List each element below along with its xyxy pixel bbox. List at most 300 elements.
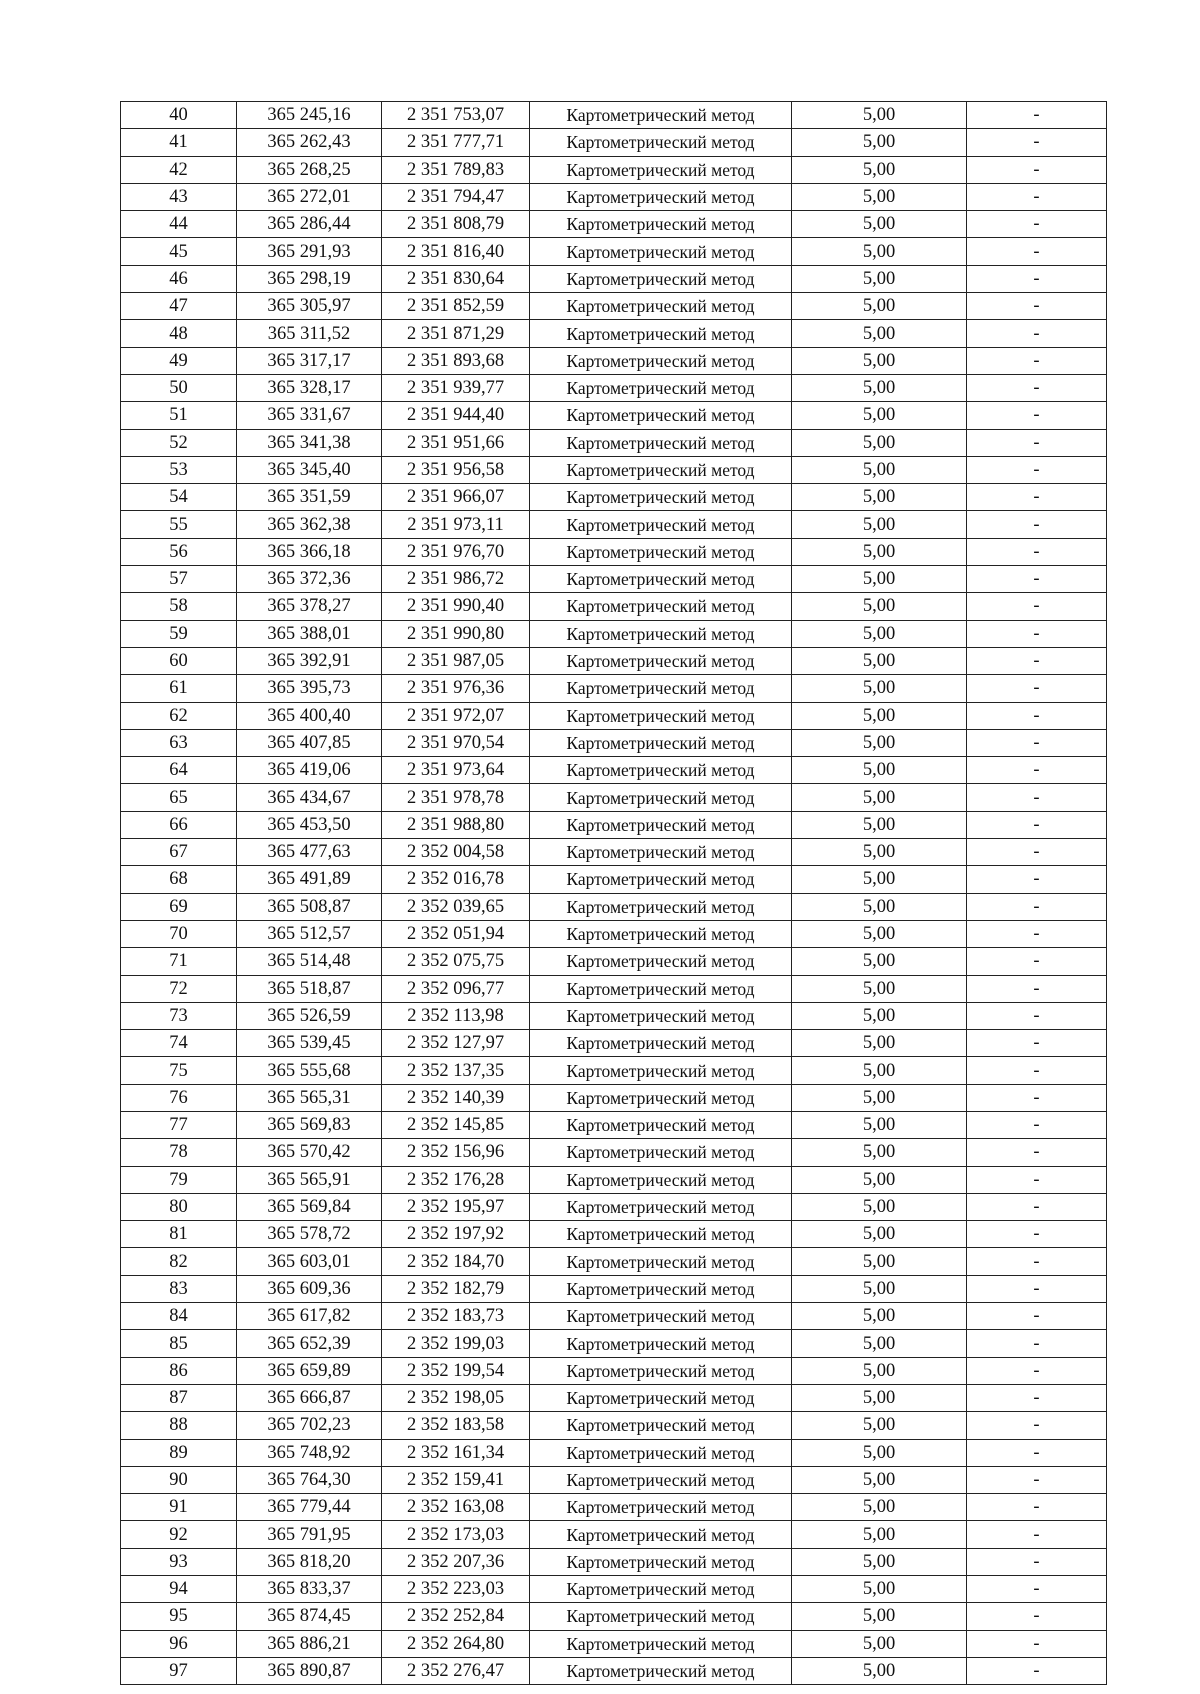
point-number-cell: 85 [121,1330,237,1357]
method-cell: Картометрический метод [530,1521,792,1548]
method-cell: Картометрический метод [530,538,792,565]
description-cell: - [967,456,1107,483]
accuracy-cell: 5,00 [792,1303,967,1330]
point-number-cell: 42 [121,156,237,183]
table-row [121,675,1107,702]
accuracy-cell: 5,00 [792,293,967,320]
point-number-cell: 64 [121,757,237,784]
y-coordinate-cell: 2 351 986,72 [382,566,530,593]
description-cell: - [967,839,1107,866]
table-row [121,456,1107,483]
point-number-cell: 75 [121,1057,237,1084]
description-cell: - [967,566,1107,593]
point-number-cell: 68 [121,866,237,893]
description-cell: - [967,757,1107,784]
table-row [121,1384,1107,1411]
x-coordinate-cell: 365 453,50 [237,811,382,838]
method-cell: Картометрический метод [530,156,792,183]
x-coordinate-cell: 365 388,01 [237,620,382,647]
point-number-cell: 92 [121,1521,237,1548]
table-row [121,1412,1107,1439]
accuracy-cell: 5,00 [792,893,967,920]
table-row [121,1002,1107,1029]
point-number-cell: 87 [121,1384,237,1411]
table-row [121,1193,1107,1220]
y-coordinate-cell: 2 352 183,73 [382,1303,530,1330]
method-cell: Картометрический метод [530,374,792,401]
accuracy-cell: 5,00 [792,374,967,401]
accuracy-cell: 5,00 [792,129,967,156]
y-coordinate-cell: 2 351 939,77 [382,374,530,401]
point-number-cell: 81 [121,1221,237,1248]
method-cell: Картометрический метод [530,1057,792,1084]
accuracy-cell: 5,00 [792,593,967,620]
method-cell: Картометрический метод [530,593,792,620]
y-coordinate-cell: 2 352 051,94 [382,920,530,947]
method-cell: Картометрический метод [530,839,792,866]
point-number-cell: 69 [121,893,237,920]
description-cell: - [967,975,1107,1002]
accuracy-cell: 5,00 [792,620,967,647]
accuracy-cell: 5,00 [792,320,967,347]
point-number-cell: 91 [121,1494,237,1521]
table-row [121,1576,1107,1603]
x-coordinate-cell: 365 652,39 [237,1330,382,1357]
x-coordinate-cell: 365 477,63 [237,839,382,866]
table-row [121,893,1107,920]
table-row [121,839,1107,866]
table-row [121,1657,1107,1684]
table-row [121,402,1107,429]
description-cell: - [967,102,1107,129]
method-cell: Картометрический метод [530,1576,792,1603]
method-cell: Картометрический метод [530,456,792,483]
description-cell: - [967,1084,1107,1111]
description-cell: - [967,1275,1107,1302]
method-cell: Картометрический метод [530,402,792,429]
table-row [121,265,1107,292]
x-coordinate-cell: 365 666,87 [237,1384,382,1411]
point-number-cell: 57 [121,566,237,593]
method-cell: Картометрический метод [530,975,792,1002]
y-coordinate-cell: 2 351 988,80 [382,811,530,838]
x-coordinate-cell: 365 407,85 [237,729,382,756]
x-coordinate-cell: 365 362,38 [237,511,382,538]
table-row [121,757,1107,784]
x-coordinate-cell: 365 286,44 [237,211,382,238]
accuracy-cell: 5,00 [792,566,967,593]
accuracy-cell: 5,00 [792,1030,967,1057]
method-cell: Картометрический метод [530,102,792,129]
y-coordinate-cell: 2 351 808,79 [382,211,530,238]
method-cell: Картометрический метод [530,1384,792,1411]
y-coordinate-cell: 2 351 978,78 [382,784,530,811]
method-cell: Картометрический метод [530,1248,792,1275]
x-coordinate-cell: 365 818,20 [237,1548,382,1575]
accuracy-cell: 5,00 [792,429,967,456]
table-row [121,1248,1107,1275]
x-coordinate-cell: 365 366,18 [237,538,382,565]
table-row [121,1275,1107,1302]
point-number-cell: 44 [121,211,237,238]
description-cell: - [967,511,1107,538]
method-cell: Картометрический метод [530,784,792,811]
table-row [121,511,1107,538]
description-cell: - [967,429,1107,456]
description-cell: - [967,811,1107,838]
description-cell: - [967,1030,1107,1057]
point-number-cell: 55 [121,511,237,538]
y-coordinate-cell: 2 352 075,75 [382,948,530,975]
point-number-cell: 40 [121,102,237,129]
x-coordinate-cell: 365 512,57 [237,920,382,947]
method-cell: Картометрический метод [530,293,792,320]
table-row [121,1221,1107,1248]
method-cell: Картометрический метод [530,1221,792,1248]
y-coordinate-cell: 2 351 816,40 [382,238,530,265]
description-cell: - [967,1439,1107,1466]
description-cell: - [967,729,1107,756]
point-number-cell: 53 [121,456,237,483]
point-number-cell: 93 [121,1548,237,1575]
x-coordinate-cell: 365 886,21 [237,1630,382,1657]
description-cell: - [967,1139,1107,1166]
table-row [121,729,1107,756]
x-coordinate-cell: 365 291,93 [237,238,382,265]
point-number-cell: 46 [121,265,237,292]
y-coordinate-cell: 2 352 223,03 [382,1576,530,1603]
x-coordinate-cell: 365 539,45 [237,1030,382,1057]
table-row [121,429,1107,456]
accuracy-cell: 5,00 [792,156,967,183]
x-coordinate-cell: 365 378,27 [237,593,382,620]
y-coordinate-cell: 2 352 127,97 [382,1030,530,1057]
method-cell: Картометрический метод [530,893,792,920]
description-cell: - [967,1494,1107,1521]
y-coordinate-cell: 2 351 794,47 [382,183,530,210]
coordinates-table-container [120,101,1107,1685]
method-cell: Картометрический метод [530,265,792,292]
x-coordinate-cell: 365 372,36 [237,566,382,593]
accuracy-cell: 5,00 [792,948,967,975]
table-row [121,1330,1107,1357]
accuracy-cell: 5,00 [792,1248,967,1275]
x-coordinate-cell: 365 508,87 [237,893,382,920]
x-coordinate-cell: 365 659,89 [237,1357,382,1384]
point-number-cell: 89 [121,1439,237,1466]
y-coordinate-cell: 2 351 973,64 [382,757,530,784]
method-cell: Картометрический метод [530,484,792,511]
table-row [121,156,1107,183]
table-row [121,484,1107,511]
point-number-cell: 65 [121,784,237,811]
x-coordinate-cell: 365 311,52 [237,320,382,347]
point-number-cell: 66 [121,811,237,838]
point-number-cell: 45 [121,238,237,265]
x-coordinate-cell: 365 328,17 [237,374,382,401]
y-coordinate-cell: 2 352 197,92 [382,1221,530,1248]
point-number-cell: 72 [121,975,237,1002]
x-coordinate-cell: 365 245,16 [237,102,382,129]
y-coordinate-cell: 2 352 039,65 [382,893,530,920]
table-row [121,866,1107,893]
accuracy-cell: 5,00 [792,811,967,838]
point-number-cell: 95 [121,1603,237,1630]
description-cell: - [967,702,1107,729]
method-cell: Картометрический метод [530,1657,792,1684]
x-coordinate-cell: 365 395,73 [237,675,382,702]
description-cell: - [967,1221,1107,1248]
description-cell: - [967,265,1107,292]
y-coordinate-cell: 2 352 184,70 [382,1248,530,1275]
table-row [121,347,1107,374]
table-row [121,293,1107,320]
point-number-cell: 79 [121,1166,237,1193]
accuracy-cell: 5,00 [792,1111,967,1138]
x-coordinate-cell: 365 526,59 [237,1002,382,1029]
description-cell: - [967,920,1107,947]
description-cell: - [967,866,1107,893]
table-row [121,1166,1107,1193]
accuracy-cell: 5,00 [792,1084,967,1111]
method-cell: Картометрический метод [530,620,792,647]
point-number-cell: 47 [121,293,237,320]
y-coordinate-cell: 2 352 207,36 [382,1548,530,1575]
point-number-cell: 43 [121,183,237,210]
point-number-cell: 48 [121,320,237,347]
coordinates-table [120,101,1107,1685]
y-coordinate-cell: 2 351 871,29 [382,320,530,347]
table-row [121,1521,1107,1548]
accuracy-cell: 5,00 [792,1439,967,1466]
point-number-cell: 58 [121,593,237,620]
method-cell: Картометрический метод [530,1330,792,1357]
x-coordinate-cell: 365 305,97 [237,293,382,320]
table-row [121,374,1107,401]
accuracy-cell: 5,00 [792,757,967,784]
point-number-cell: 80 [121,1193,237,1220]
y-coordinate-cell: 2 352 173,03 [382,1521,530,1548]
method-cell: Картометрический метод [530,511,792,538]
point-number-cell: 54 [121,484,237,511]
table-row [121,1303,1107,1330]
accuracy-cell: 5,00 [792,1657,967,1684]
description-cell: - [967,1057,1107,1084]
accuracy-cell: 5,00 [792,1630,967,1657]
description-cell: - [967,293,1107,320]
accuracy-cell: 5,00 [792,265,967,292]
point-number-cell: 70 [121,920,237,947]
description-cell: - [967,1466,1107,1493]
y-coordinate-cell: 2 352 004,58 [382,839,530,866]
method-cell: Картометрический метод [530,211,792,238]
point-number-cell: 49 [121,347,237,374]
accuracy-cell: 5,00 [792,1494,967,1521]
table-row [121,102,1107,129]
method-cell: Картометрический метод [530,1275,792,1302]
point-number-cell: 50 [121,374,237,401]
method-cell: Картометрический метод [530,429,792,456]
table-row [121,211,1107,238]
y-coordinate-cell: 2 352 156,96 [382,1139,530,1166]
table-row [121,566,1107,593]
x-coordinate-cell: 365 341,38 [237,429,382,456]
description-cell: - [967,1657,1107,1684]
point-number-cell: 60 [121,647,237,674]
description-cell: - [967,1248,1107,1275]
accuracy-cell: 5,00 [792,647,967,674]
description-cell: - [967,948,1107,975]
y-coordinate-cell: 2 351 966,07 [382,484,530,511]
point-number-cell: 52 [121,429,237,456]
accuracy-cell: 5,00 [792,1057,967,1084]
point-number-cell: 88 [121,1412,237,1439]
point-number-cell: 67 [121,839,237,866]
x-coordinate-cell: 365 555,68 [237,1057,382,1084]
point-number-cell: 62 [121,702,237,729]
method-cell: Картометрический метод [530,1439,792,1466]
accuracy-cell: 5,00 [792,1466,967,1493]
y-coordinate-cell: 2 351 990,80 [382,620,530,647]
point-number-cell: 96 [121,1630,237,1657]
x-coordinate-cell: 365 518,87 [237,975,382,1002]
description-cell: - [967,647,1107,674]
table-row [121,620,1107,647]
x-coordinate-cell: 365 617,82 [237,1303,382,1330]
description-cell: - [967,320,1107,347]
method-cell: Картометрический метод [530,1494,792,1521]
x-coordinate-cell: 365 764,30 [237,1466,382,1493]
x-coordinate-cell: 365 317,17 [237,347,382,374]
method-cell: Картометрический метод [530,129,792,156]
method-cell: Картометрический метод [530,1193,792,1220]
method-cell: Картометрический метод [530,647,792,674]
accuracy-cell: 5,00 [792,1139,967,1166]
x-coordinate-cell: 365 272,01 [237,183,382,210]
method-cell: Картометрический метод [530,1466,792,1493]
x-coordinate-cell: 365 874,45 [237,1603,382,1630]
x-coordinate-cell: 365 345,40 [237,456,382,483]
point-number-cell: 76 [121,1084,237,1111]
accuracy-cell: 5,00 [792,1002,967,1029]
y-coordinate-cell: 2 351 976,36 [382,675,530,702]
y-coordinate-cell: 2 352 199,54 [382,1357,530,1384]
description-cell: - [967,538,1107,565]
description-cell: - [967,1576,1107,1603]
description-cell: - [967,593,1107,620]
accuracy-cell: 5,00 [792,1603,967,1630]
y-coordinate-cell: 2 352 163,08 [382,1494,530,1521]
accuracy-cell: 5,00 [792,1384,967,1411]
x-coordinate-cell: 365 791,95 [237,1521,382,1548]
y-coordinate-cell: 2 352 182,79 [382,1275,530,1302]
table-row [121,1111,1107,1138]
y-coordinate-cell: 2 351 789,83 [382,156,530,183]
y-coordinate-cell: 2 352 113,98 [382,1002,530,1029]
description-cell: - [967,211,1107,238]
table-row [121,1630,1107,1657]
x-coordinate-cell: 365 514,48 [237,948,382,975]
x-coordinate-cell: 365 434,67 [237,784,382,811]
accuracy-cell: 5,00 [792,1166,967,1193]
description-cell: - [967,347,1107,374]
method-cell: Картометрический метод [530,183,792,210]
x-coordinate-cell: 365 565,31 [237,1084,382,1111]
accuracy-cell: 5,00 [792,839,967,866]
x-coordinate-cell: 365 262,43 [237,129,382,156]
x-coordinate-cell: 365 298,19 [237,265,382,292]
point-number-cell: 83 [121,1275,237,1302]
description-cell: - [967,129,1107,156]
accuracy-cell: 5,00 [792,1330,967,1357]
table-row [121,1603,1107,1630]
accuracy-cell: 5,00 [792,211,967,238]
point-number-cell: 41 [121,129,237,156]
accuracy-cell: 5,00 [792,484,967,511]
accuracy-cell: 5,00 [792,920,967,947]
method-cell: Картометрический метод [530,238,792,265]
x-coordinate-cell: 365 569,84 [237,1193,382,1220]
description-cell: - [967,1521,1107,1548]
point-number-cell: 51 [121,402,237,429]
y-coordinate-cell: 2 352 176,28 [382,1166,530,1193]
accuracy-cell: 5,00 [792,538,967,565]
x-coordinate-cell: 365 833,37 [237,1576,382,1603]
method-cell: Картометрический метод [530,811,792,838]
y-coordinate-cell: 2 351 951,66 [382,429,530,456]
accuracy-cell: 5,00 [792,1412,967,1439]
table-row [121,1466,1107,1493]
y-coordinate-cell: 2 351 976,70 [382,538,530,565]
method-cell: Картометрический метод [530,1412,792,1439]
method-cell: Картометрический метод [530,1630,792,1657]
method-cell: Картометрический метод [530,757,792,784]
table-row [121,920,1107,947]
point-number-cell: 86 [121,1357,237,1384]
description-cell: - [967,1303,1107,1330]
coordinates-table-body [121,102,1107,1685]
method-cell: Картометрический метод [530,1139,792,1166]
description-cell: - [967,484,1107,511]
y-coordinate-cell: 2 352 159,41 [382,1466,530,1493]
point-number-cell: 73 [121,1002,237,1029]
table-row [121,129,1107,156]
description-cell: - [967,183,1107,210]
point-number-cell: 97 [121,1657,237,1684]
y-coordinate-cell: 2 351 852,59 [382,293,530,320]
table-row [121,1030,1107,1057]
table-row [121,320,1107,347]
accuracy-cell: 5,00 [792,238,967,265]
x-coordinate-cell: 365 779,44 [237,1494,382,1521]
table-row [121,1439,1107,1466]
y-coordinate-cell: 2 351 777,71 [382,129,530,156]
x-coordinate-cell: 365 268,25 [237,156,382,183]
x-coordinate-cell: 365 569,83 [237,1111,382,1138]
y-coordinate-cell: 2 352 016,78 [382,866,530,893]
method-cell: Картометрический метод [530,948,792,975]
point-number-cell: 84 [121,1303,237,1330]
accuracy-cell: 5,00 [792,1357,967,1384]
method-cell: Картометрический метод [530,866,792,893]
y-coordinate-cell: 2 352 199,03 [382,1330,530,1357]
accuracy-cell: 5,00 [792,1275,967,1302]
table-row [121,975,1107,1002]
accuracy-cell: 5,00 [792,102,967,129]
accuracy-cell: 5,00 [792,675,967,702]
x-coordinate-cell: 365 578,72 [237,1221,382,1248]
y-coordinate-cell: 2 351 972,07 [382,702,530,729]
